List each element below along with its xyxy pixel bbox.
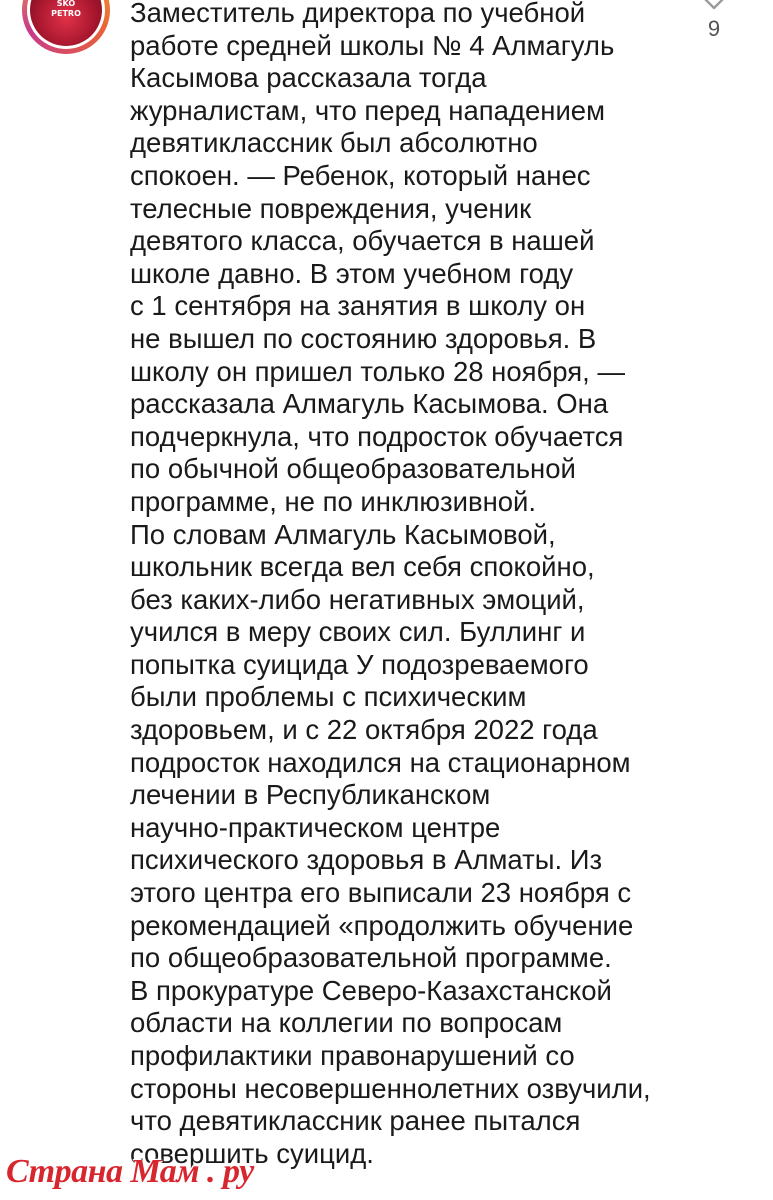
avatar-ring — [27, 0, 105, 49]
watermark-logo: Страна Мам . ру — [6, 1153, 254, 1190]
comment-text: Заместитель директора по учебной работе средней школы № 4 Алмагуль Касымова рассказала тогда журналистам, что перед нападением девятиклассник был абсолютно спокоен. — Ребенок, который нанес телесные повреждения, ученик девятого класса, обучается в нашей школе давно. В этом учебном году с 1 сентября на занятия в школу он не вышел по состоянию здоровья. В школу он пришел только 28 ноября, — рассказала Алмагуль Касымова. Она подчеркнула, что подросток обучается по обычной общеобразовательной программе, не по инклюзивной. По словам Алмагуль Касымовой, школьник всегда вел себя спокойно, без каких-либо негативных эмоций, учился в меру своих сил. Буллинг и попытка суицида У подозреваемого были проблемы с психическим здоровьем, и с 22 октября 2022 года подросток находился на стационарном лечении в Республиканском научно-практическом центре психического здоровья в Алматы. Из этого центра его выписали 23 ноября с рекомендацией «продолжить обучение по общеобразовательной программе. В прокуратуре Северо-Казахстанской области на коллегии по вопросам профилактики правонарушений со стороны несовершеннолетних озвучили, что девятиклассник ранее пытался совершить суицид. — [130, 0, 651, 1169]
avatar-image — [30, 0, 102, 46]
like-count: 9 — [707, 16, 721, 41]
like-control[interactable] — [690, 0, 738, 42]
avatar-badge-text: SKO PETRO — [51, 0, 81, 19]
avatar[interactable] — [22, 0, 110, 54]
heart-outline-icon[interactable] — [697, 0, 731, 10]
